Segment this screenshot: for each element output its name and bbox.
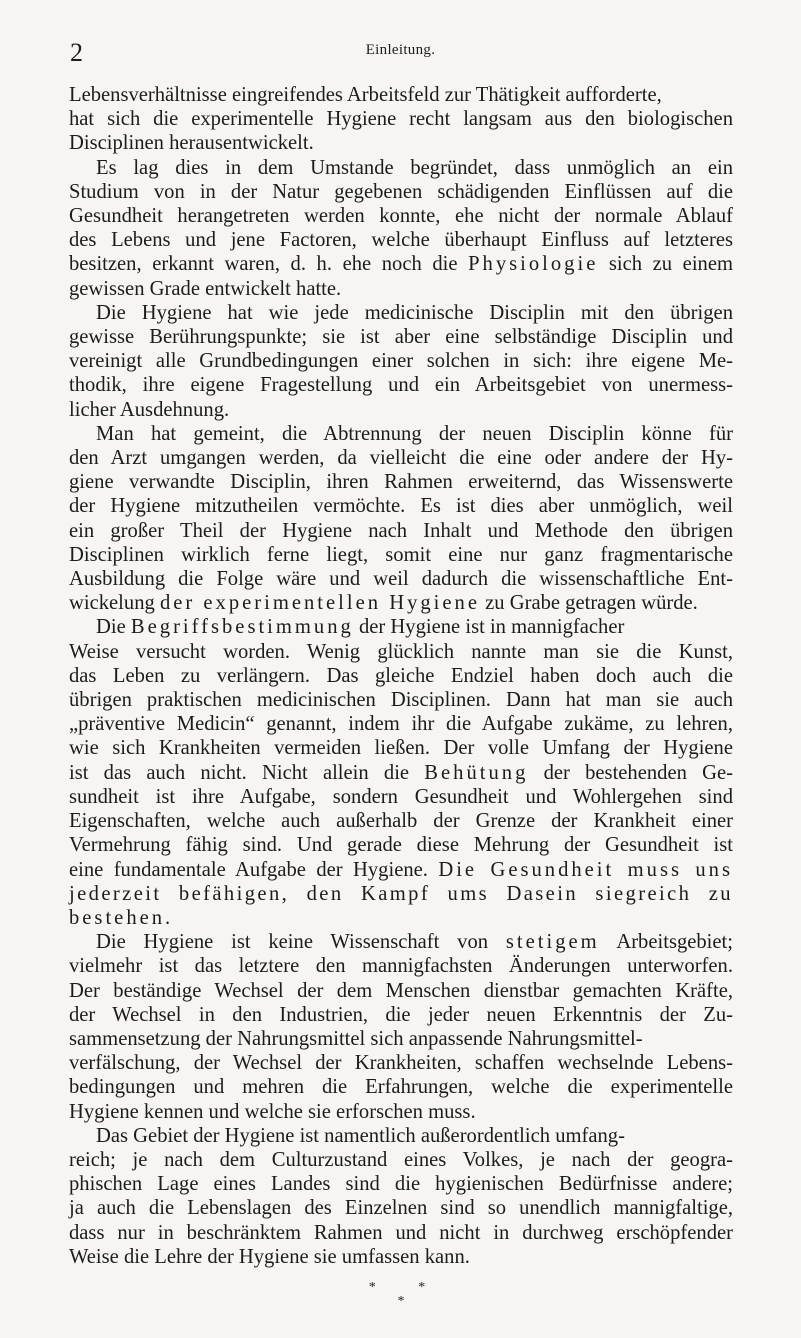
text-line bbox=[69, 252, 733, 276]
spaced-emphasis: Physiologie bbox=[468, 253, 599, 276]
text-line: sammensetzung der Nahrungsmittel sich anpassende Nahrungsmittel- bbox=[69, 1027, 643, 1050]
text-line: dass nur in beschränktem Rahmen und nicht in durchweg erschöpfender bbox=[69, 1221, 733, 1244]
text-line bbox=[69, 858, 733, 882]
text-fragment: besitzen, erkannt waren, d. h. ehe noch die bbox=[69, 253, 458, 276]
text-line: wie sich Krankheiten vermeiden ließen. Der volle Umfang der Hygiene bbox=[69, 737, 733, 760]
main-text bbox=[69, 83, 733, 1309]
text-line: sundheit ist ihre Aufgabe, sondern Gesundheit und Wohlergehen sind bbox=[69, 785, 733, 808]
spaced-emphasis: Begriffsbestimmung bbox=[130, 616, 354, 639]
separator-stars-bottom: * bbox=[397, 1293, 405, 1309]
text-fragment: Arbeitsgebiet; bbox=[616, 931, 733, 954]
text-line: Das Gebiet der Hygiene ist namentlich außerordentlich umfang- bbox=[96, 1124, 625, 1147]
text-line: Lebensverhältnisse eingreifendes Arbeitsfeld zur Thätigkeit aufforderte, bbox=[69, 84, 662, 106]
paragraph-6 bbox=[69, 930, 733, 1124]
text-line: Studium von in der Natur gegebenen schädigenden Einflüssen auf die bbox=[69, 180, 733, 203]
spaced-emphasis-line: jederzeit befähigen, den Kampf ums Dasein siegreich zu bbox=[69, 882, 733, 905]
text-line: reich; je nach dem Culturzustand eines Volkes, je nach der geogra- bbox=[69, 1148, 733, 1171]
text-line: giene verwandte Disciplin, ihren Rahmen erweiternd, das Wissenswerte bbox=[69, 471, 733, 494]
text-fragment: der bestehenden Ge- bbox=[543, 761, 733, 784]
spaced-emphasis: Die Gesundheit muss uns bbox=[438, 858, 733, 881]
text-line: thodik, ihre eigene Fragestellung und ein Arbeitsgebiet von unermess- bbox=[69, 374, 733, 397]
page-number: 2 bbox=[70, 38, 83, 67]
text-line: ja auch die Lebenslagen des Einzelnen sind so unendlich mannigfaltige, bbox=[69, 1197, 733, 1220]
text-line: Disciplinen herausentwickelt. bbox=[69, 132, 314, 155]
section-separator bbox=[69, 1281, 733, 1309]
paragraph-3 bbox=[69, 301, 733, 422]
text-line: Der beständige Wechsel der dem Menschen dienstbar gemachten Kräfte, bbox=[69, 979, 733, 1002]
text-line: Es lag dies in dem Umstande begründet, dass unmöglich an ein bbox=[96, 156, 733, 179]
text-line: Gesundheit herangetreten werden konnte, ehe nicht der normale Ablauf bbox=[69, 205, 733, 228]
text-line: Hygiene kennen und welche sie erforschen muss. bbox=[69, 1100, 476, 1123]
text-fragment: eine fundamentale Aufgabe der Hygiene. bbox=[69, 858, 428, 881]
text-line: Weise die Lehre der Hygiene sie umfassen kann. bbox=[69, 1245, 470, 1268]
text-line: gewissen Grade entwickelt hatte. bbox=[69, 277, 342, 300]
paragraph-2 bbox=[69, 156, 733, 301]
text-line: Vermehrung fähig sind. Und gerade diese Mehrung der Gesundheit ist bbox=[69, 834, 733, 857]
page-header bbox=[0, 38, 801, 68]
spaced-emphasis: stetigem bbox=[505, 931, 600, 954]
text-line bbox=[69, 591, 733, 615]
text-line: Weise versucht worden. Wenig glücklich nannte man sie die Kunst, bbox=[69, 640, 733, 663]
text-line: „präventive Medicin“ genannt, indem ihr die Aufgabe zukäme, zu lehren, bbox=[69, 713, 733, 736]
text-line: Man hat gemeint, die Abtrennung der neuen Disciplin könne für bbox=[96, 422, 733, 445]
text-line: der Wechsel in den Industrien, die jeder neuen Erkenntnis der Zu- bbox=[69, 1003, 733, 1026]
text-line: bedingungen und mehren die Erfahrungen, welche die experimentelle bbox=[69, 1076, 733, 1099]
text-line: der Hygiene mitzutheilen vermöchte. Es ist dies aber unmöglich, weil bbox=[69, 495, 733, 518]
paragraph-5 bbox=[69, 615, 733, 930]
text-line: vereinigt alle Grundbedingungen einer solchen in sich: ihre eigene Me- bbox=[69, 350, 733, 373]
text-line: übrigen praktischen medicinischen Disciplinen. Dann hat man sie auch bbox=[69, 689, 733, 712]
text-fragment: ist das auch nicht. Nicht allein die bbox=[69, 761, 410, 784]
text-fragment: Die Hygiene ist keine Wissenschaft von bbox=[96, 931, 489, 954]
text-line: des Lebens und jene Factoren, welche überhaupt Einfluss auf letzteres bbox=[69, 229, 733, 252]
text-line: Disciplinen wirklich ferne liegt, somit eine nur ganz fragmentarische bbox=[69, 543, 733, 566]
text-line: gewisse Berührungspunkte; sie ist aber eine selbständige Disciplin und bbox=[69, 326, 733, 349]
text-line: ein großer Theil der Hygiene nach Inhalt und Methode den übrigen bbox=[69, 519, 733, 542]
text-line bbox=[69, 761, 733, 785]
text-line: hat sich die experimentelle Hygiene recht langsam aus den biologischen bbox=[69, 108, 733, 131]
text-line bbox=[69, 615, 733, 639]
separator-stars-top: * * bbox=[368, 1279, 434, 1295]
text-line: licher Ausdehnung. bbox=[69, 398, 230, 421]
text-line: den Arzt umgangen werden, da vielleicht die eine oder andere der Hy- bbox=[69, 447, 733, 470]
text-line: Eigenschaften, welche auch außerhalb der Grenze der Krankheit einer bbox=[69, 810, 733, 833]
text-line: vielmehr ist das letztere den mannigfachsten Änderungen unterworfen. bbox=[69, 955, 733, 978]
text-line: phischen Lage eines Landes sind die hygienischen Bedürfnisse andere; bbox=[69, 1173, 733, 1196]
paragraph-4 bbox=[69, 422, 733, 616]
spaced-emphasis: Behütung bbox=[424, 761, 529, 784]
spaced-emphasis: der experimentellen Hygiene bbox=[159, 592, 480, 615]
text-line: verfälschung, der Wechsel der Krankheiten, schaffen wechselnde Lebens- bbox=[69, 1052, 733, 1075]
text-line: Die Hygiene hat wie jede medicinische Disciplin mit den übrigen bbox=[96, 301, 733, 324]
text-line: das Leben zu verlängern. Das gleiche Endziel haben doch auch die bbox=[69, 664, 733, 687]
text-fragment: Die bbox=[96, 616, 126, 639]
spaced-emphasis-line: bestehen. bbox=[69, 906, 174, 929]
text-line bbox=[69, 930, 733, 954]
text-fragment: der Hygiene ist in mannigfacher bbox=[358, 616, 625, 639]
text-fragment: sich zu einem bbox=[608, 253, 733, 276]
text-fragment: wickelung bbox=[69, 592, 155, 615]
text-line: Ausbildung die Folge wäre und weil dadurch die wissenschaftliche Ent- bbox=[69, 568, 733, 591]
paragraph-1 bbox=[69, 83, 733, 156]
text-fragment: zu Grabe getragen würde. bbox=[485, 592, 698, 615]
running-title: Einleitung. bbox=[365, 42, 436, 58]
paragraph-7 bbox=[69, 1124, 733, 1269]
